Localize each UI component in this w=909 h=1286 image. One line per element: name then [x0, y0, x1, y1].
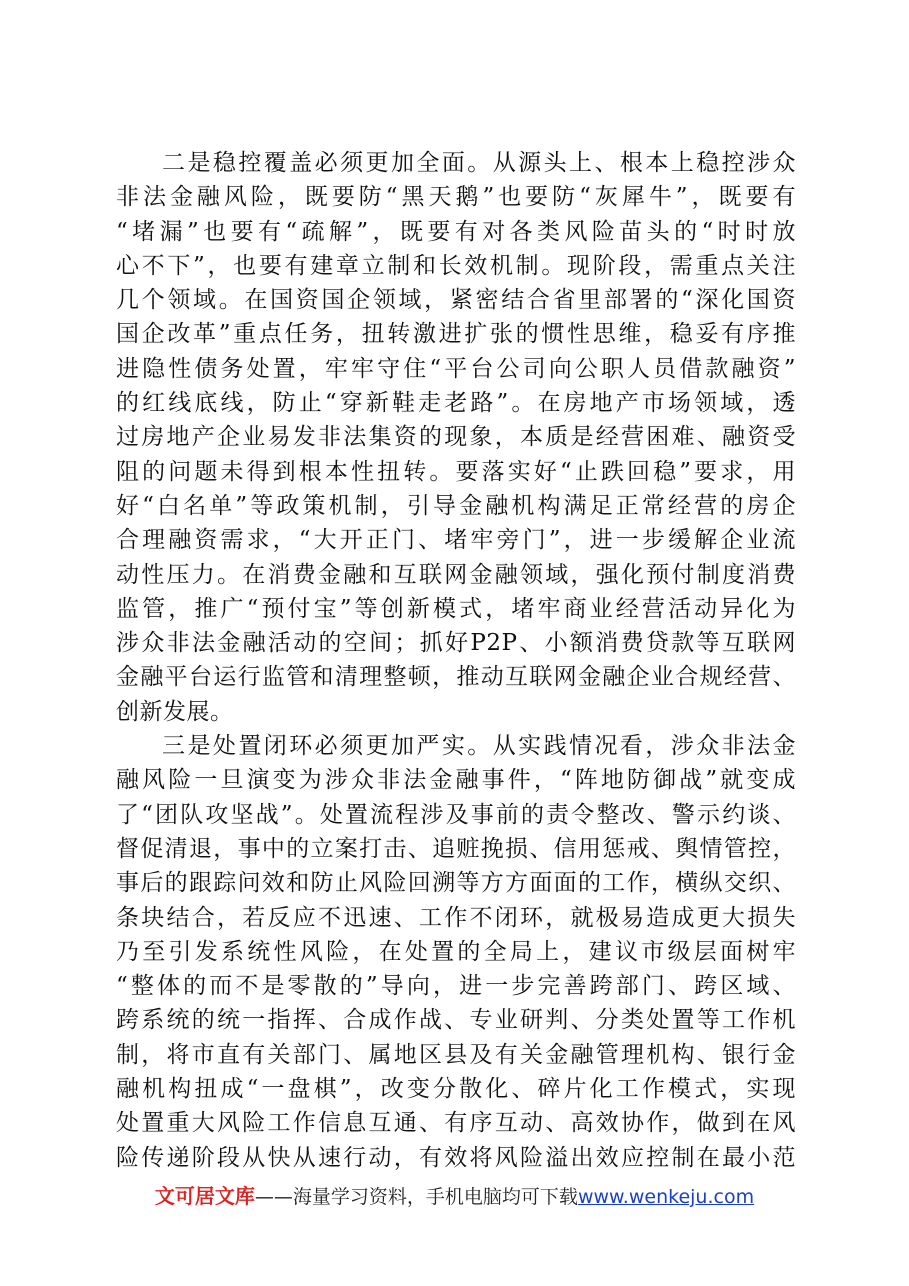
- paragraph-line: 二是稳控覆盖必须更加全面。从源头上、根本上稳控涉众: [162, 150, 796, 176]
- paragraph-line: 的红线底线，防止“穿新鞋走老路”。在房地产市场领域，透: [116, 390, 796, 417]
- paragraph-line: 三是处置闭环必须更加严实。从实践情况看，涉众非法金: [162, 733, 796, 760]
- paragraph-line: 好“白名单”等政策机制，引导金融机构满足正常经营的房企: [116, 492, 796, 519]
- paragraph-line: 合理融资需求，“大开正门、堵牢旁门”，进一步缓解企业流: [116, 527, 796, 554]
- paragraph-line: 处置重大风险工作信息互通、有序互动、高效协作，做到在风: [116, 1110, 796, 1137]
- paragraph-line: 监管，推广“预付宝”等创新模式，堵牢商业经营活动异化为: [116, 595, 796, 622]
- paragraph-line: 制，将市直有关部门、属地区县及有关金融管理机构、银行金: [116, 1041, 796, 1068]
- paragraph-line: 跨系统的统一指挥、合成作战、专业研判、分类处置等工作机: [116, 1007, 796, 1034]
- footer-slogan: ——海量学习资料，手机电脑均可下载: [254, 1186, 578, 1208]
- paragraph-line: 条块结合，若反应不迅速、工作不闭环，就极易造成更大损失: [116, 904, 796, 931]
- paragraph-line: 心不下”，也要有建章立制和长效机制。现阶段，需重点关注: [116, 252, 796, 279]
- paragraph-line: 国企改革”重点任务，扭转激进扩张的惯性思维，稳妥有序推: [116, 321, 796, 348]
- paragraph-line: 了“团队攻坚战”。处置流程涉及事前的责令整改、警示约谈、: [116, 801, 796, 828]
- paragraph-line: 融风险一旦演变为涉众非法金融事件，“阵地防御战”就变成: [116, 767, 796, 794]
- paragraph-line: 融机构扭成“一盘棋”，改变分散化、碎片化工作模式，实现: [116, 1076, 796, 1103]
- paragraph-line: 非法金融风险，既要防“黑天鹅”也要防“灰犀牛”，既要有: [116, 184, 796, 211]
- paragraph-line: 阻的问题未得到根本性扭转。要落实好“止跌回稳”要求，用: [116, 458, 796, 485]
- paragraph-line: 督促清退，事中的立案打击、追赃挽损、信用惩戒、舆情管控，: [116, 835, 796, 862]
- paragraph-line: 创新发展。: [116, 698, 234, 725]
- paragraph-line: 几个领域。在国资国企领域，紧密结合省里部署的“深化国资: [116, 287, 796, 314]
- paragraph-line: “整体的而不是零散的”导向，进一步完善跨部门、跨区域、: [116, 973, 796, 1000]
- website-link[interactable]: www.wenkeju.com: [577, 1186, 755, 1208]
- paragraph-line: 金融平台运行监管和清理整顿，推动互联网金融企业合规经营、: [116, 664, 796, 691]
- paragraph-line: 乃至引发系统性风险，在处置的全局上，建议市级层面树牢: [116, 938, 796, 965]
- paragraph-line: 涉众非法金融活动的空间；抓好P2P、小额消费贷款等互联网: [116, 630, 796, 657]
- paragraph-line: “堵漏”也要有“疏解”，既要有对各类风险苗头的“时时放: [116, 218, 796, 245]
- paragraph-line: 动性压力。在消费金融和互联网金融领域，强化预付制度消费: [116, 561, 796, 588]
- paragraph-line: 事后的跟踪问效和防止风险回溯等方方面面的工作，横纵交织、: [116, 870, 796, 897]
- paragraph-line: 险传递阶段从快从速行动，有效将风险溢出效应控制在最小范: [116, 1144, 796, 1171]
- document-body: [116, 146, 796, 1175]
- paragraph-line: 过房地产企业易发非法集资的现象，本质是经营困难、融资受: [116, 424, 796, 451]
- brand-name: 文可居文库: [154, 1184, 255, 1208]
- paragraph-line: 进隐性债务处置，牢牢守住“平台公司向公职人员借款融资”: [116, 355, 796, 382]
- footer-banner: [0, 1180, 909, 1213]
